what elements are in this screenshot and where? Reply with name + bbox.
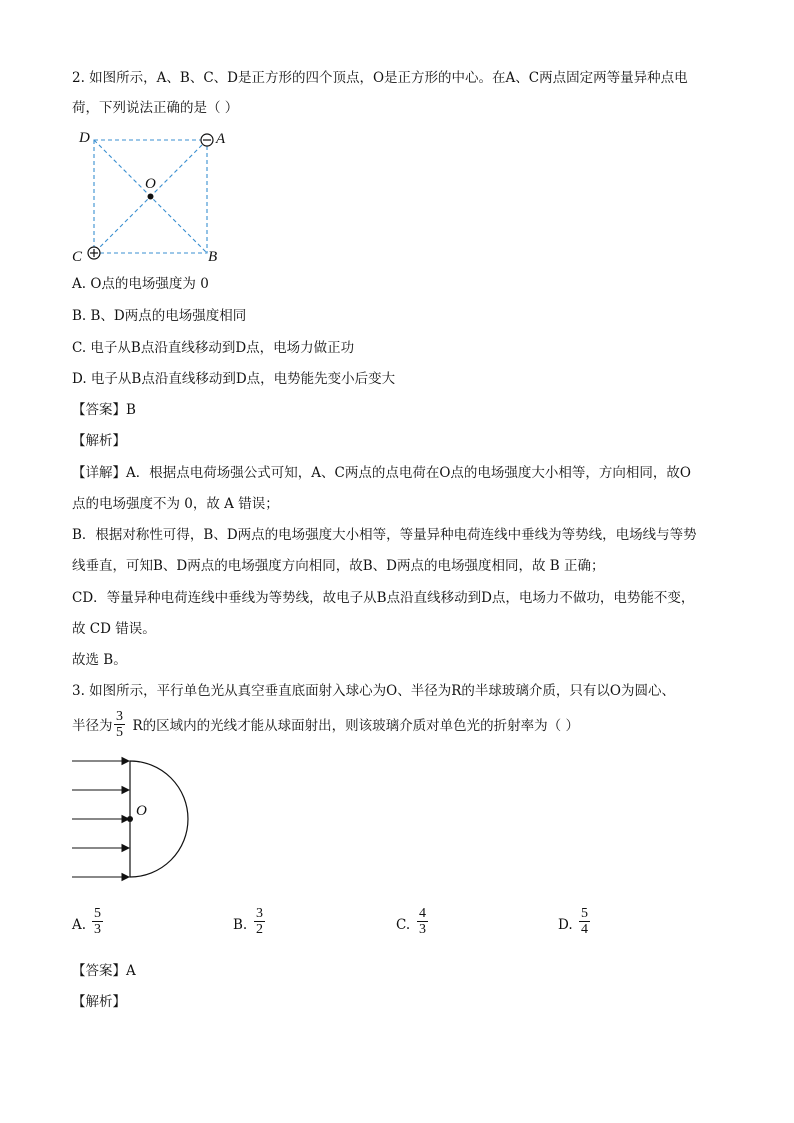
fraction-numerator: 3 (116, 709, 123, 724)
q3-stem-line1: 3. 如图所示，平行单色光从真空垂直底面射入球心为O、半径为R的半球玻璃介质，只有以O为圆心、 (72, 683, 675, 699)
q2-detail-line: 故 CD 错误。 (72, 621, 156, 637)
fraction-numerator: 5 (94, 906, 101, 921)
q2-detail-line: 线垂直，可知B、D两点的电场强度方向相同，故B、D两点的电场强度相同，故 B 正确； (72, 558, 605, 574)
q2-detail-line: 点的电场强度不为 0，故 A 错误； (72, 496, 279, 512)
sphere-center-O (127, 816, 133, 822)
hemisphere-outline (130, 761, 188, 877)
q3-stem-post: R的区域内的光线才能从球面射出，则该玻璃介质对单色光的折射率为（ ） (132, 718, 579, 734)
q3-answer: 【答案】A (72, 963, 136, 979)
label-O: O (136, 803, 147, 819)
q3-option-c-fraction (417, 906, 428, 937)
q2-option-c: C. 电子从B点沿直线移动到D点，电场力做正功 (72, 340, 355, 356)
q3-stem-fraction (114, 709, 125, 740)
center-point-O (148, 194, 154, 200)
q3-option-b-fraction (254, 906, 265, 937)
negative-charge-A (201, 134, 213, 146)
q3-option-a-label: A. (72, 917, 87, 933)
label-C: C (72, 249, 83, 265)
q2-answer: 【答案】B (72, 402, 136, 418)
fraction-denominator: 2 (256, 922, 263, 937)
fraction-numerator: 3 (256, 906, 263, 921)
fraction-denominator: 3 (94, 922, 101, 937)
q3-stem-line2 (72, 716, 579, 736)
fraction-denominator: 4 (581, 922, 588, 937)
q2-analysis-heading: 【解析】 (72, 433, 126, 449)
q3-option-c-label: C. (396, 917, 411, 933)
q2-option-b: B. B、D两点的电场强度相同 (72, 308, 247, 324)
q2-detail-line: CD．等量异种电荷连线中垂线为等势线，故电子从B点沿直线移动到D点，电场力不做功，电势能不变， (72, 590, 695, 606)
q2-option-d: D. 电子从B点沿直线移动到D点，电势能先变小后变大 (72, 371, 396, 387)
q2-stem-line2: 荷，下列说法正确的是（ ） (72, 100, 239, 116)
fraction-numerator: 4 (419, 906, 426, 921)
q2-detail-line: B．根据对称性可得，B、D两点的电场强度大小相等，等量异种电荷连线中垂线为等势线，电场线与等势 (72, 527, 697, 543)
q3-option-a-fraction (92, 906, 103, 937)
q2-conclusion: 故选 B。 (72, 652, 127, 668)
label-O: O (145, 176, 156, 192)
label-D: D (79, 130, 90, 146)
q2-detail-line: 【详解】A．根据点电荷场强公式可知，A、C两点的点电荷在O点的电场强度大小相等，方向相同，故O (72, 465, 691, 481)
label-A: A (216, 131, 226, 147)
q3-stem-pre: 半径为 (72, 718, 113, 734)
fraction-numerator: 5 (581, 906, 588, 921)
q2-stem-line1: 2. 如图所示，A、B、C、D是正方形的四个顶点，O是正方形的中心。在A、C两点固定两等量异种点电 (72, 70, 688, 86)
fraction-denominator: 5 (116, 725, 123, 740)
q3-option-d-fraction (579, 906, 590, 937)
label-B: B (208, 249, 218, 265)
q3-option-b-label: B. (233, 917, 248, 933)
fraction-denominator: 3 (419, 922, 426, 937)
q2-square-diagram (72, 124, 242, 269)
q2-option-a: A. O点的电场强度为 0 (72, 276, 209, 292)
q3-analysis-heading: 【解析】 (72, 994, 126, 1010)
q3-option-d-label: D. (558, 917, 573, 933)
positive-charge-C (88, 247, 100, 259)
q3-hemisphere-diagram (70, 755, 195, 885)
